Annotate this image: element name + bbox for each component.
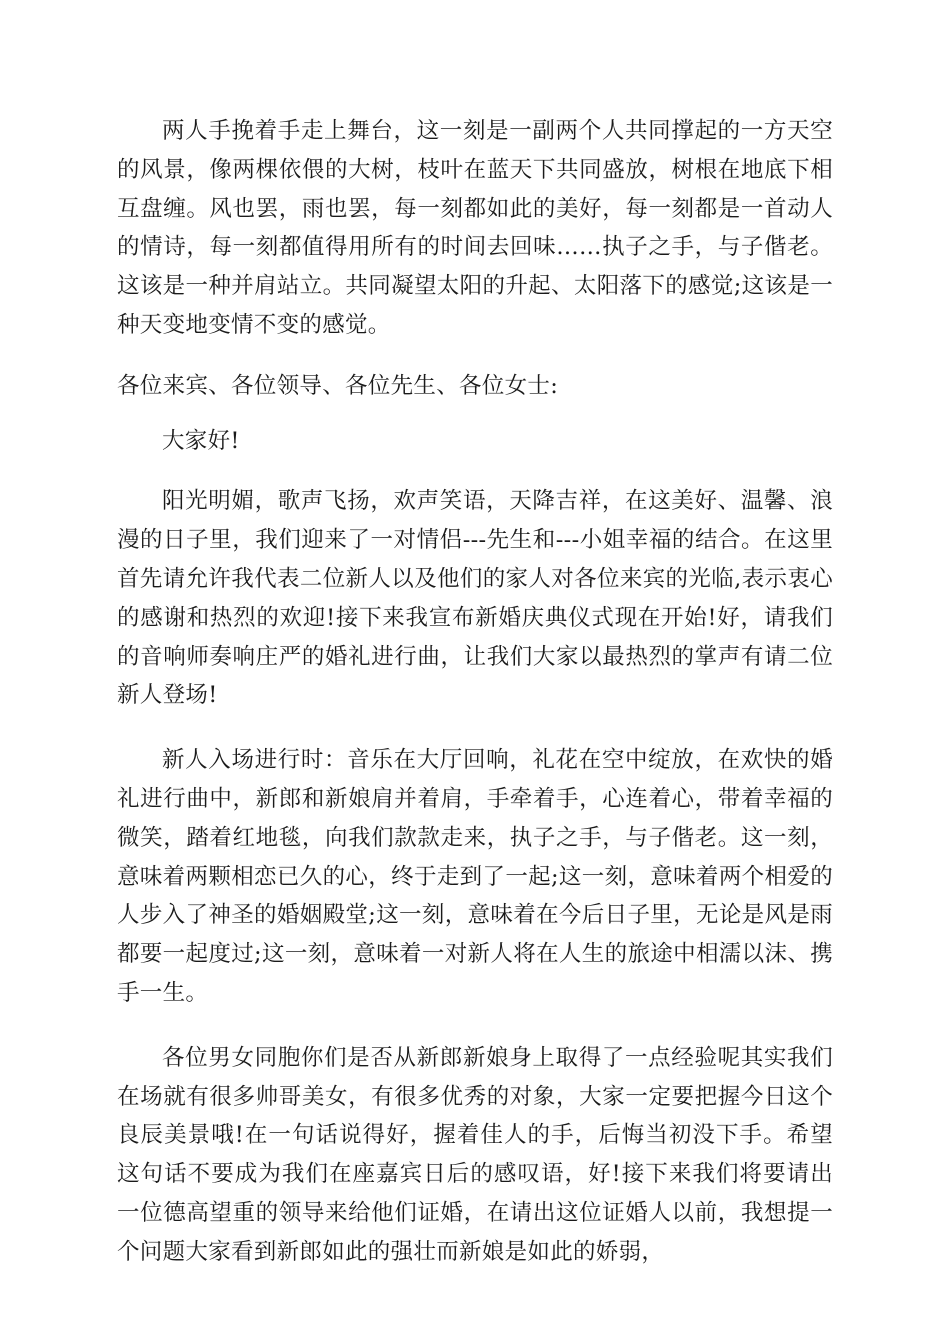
paragraph-audience: 各位男女同胞你们是否从新郎新娘身上取得了一点经验呢其实我们在场就有很多帅哥美女，有很多优秀的对象，大家一定要把握今日这个良辰美景哦!在一句话说得好，握着佳人的手，后悔当初没下手。希望这句话不要成为我们在座嘉宾日后的感叹语，好!接下来我们将要请出一位德高望重的领导来给他们证婚，在请出这位证婚人以前，我想提一个问题大家看到新郎如此的强壮而新娘是如此的娇弱， bbox=[117, 1044, 833, 1265]
document-page bbox=[117, 112, 833, 1272]
paragraph-ceremony-start: 阳光明媚，歌声飞扬，欢声笑语，天降吉祥，在这美好、温馨、浪漫的日子里，我们迎来了一对情侣---先生和---小姐幸福的结合。在这里首先请允许我代表二位新人以及他们的家人对各位来宾的光临,表示衷心的感谢和热烈的欢迎!接下来我宣布新婚庆典仪式现在开始!好，请我们的音响师奏响庄严的婚礼进行曲，让我们大家以最热烈的掌声有请二位新人登场! bbox=[117, 488, 833, 709]
paragraph-opening: 两人手挽着手走上舞台，这一刻是一副两个人共同撑起的一方天空的风景，像两棵依偎的大树，枝叶在蓝天下共同盛放，树根在地底下相互盘缠。风也罢，雨也罢，每一刻都如此的美好，每一刻都是一首动人的情诗，每一刻都值得用所有的时间去回味……执子之手，与子偕老。这该是一种并肩站立。共同凝望太阳的升起、太阳落下的感觉;这该是一种天变地变情不变的感觉。 bbox=[117, 118, 833, 338]
paragraph-greeting: 大家好! bbox=[162, 427, 240, 454]
paragraph-entrance: 新人入场进行时：音乐在大厅回响，礼花在空中绽放，在欢快的婚礼进行曲中，新郎和新娘肩并着肩，手牵着手，心连着心，带着幸福的微笑，踏着红地毯，向我们款款走来，执子之手，与子偕老。这一刻，意味着两颗相恋已久的心，终于走到了一起;这一刻，意味着两个相爱的人步入了神圣的婚姻殿堂;这一刻，意味着在今后日子里，无论是风是雨都要一起度过;这一刻，意味着一对新人将在人生的旅途中相濡以沫、携手一生。 bbox=[117, 747, 833, 1006]
paragraph-salutation: 各位来宾、各位领导、各位先生、各位女士: bbox=[117, 372, 559, 399]
